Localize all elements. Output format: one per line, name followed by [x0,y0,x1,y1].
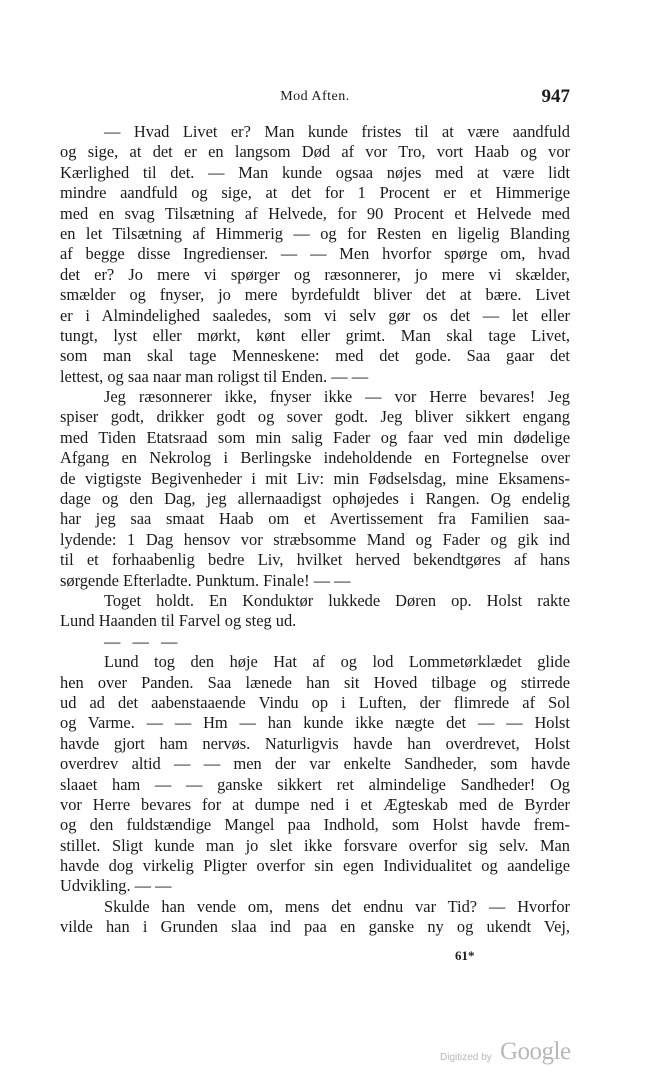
text-line: smælder og fnyser, jo mere byrdefuldt bliver det at bære. Livet [60,285,570,305]
text-line: lettest, og saa naar man roligst til Enden. — — [60,366,369,386]
watermark-caption: Digitized by [440,1052,492,1063]
text-line: Jeg ræsonnerer ikke, fnyser ikke — vor Herre bevares! Jeg [104,387,570,407]
section-separator: — — — [104,631,182,651]
text-line: med Tiden Etatsraad som min salig Fader og faar ved min dødelige [60,427,570,447]
text-line: havde dog virkelig Pligter overfor sin egen Individualitet og aandelige [60,856,570,876]
text-line: stillet. Sligt kunde man jo slet ikke forsvare overfor sig selv. Man [60,835,570,855]
page-number: 947 [541,86,570,107]
text-line: slaaet ham — — ganske sikkert ret almindelige Sandheder! Og [60,774,570,794]
text-line: hen over Panden. Saa lænede han sit Hoved tilbage og stirrede [60,672,570,692]
text-line: er i Almindelighed saaledes, som vi selv gør os det — let eller [60,305,570,325]
text-line: har jeg saa smaat Haab om et Avertissement fra Familien saa- [60,509,570,529]
text-line: med en svag Tilsætning af Helvede, for 90 Procent et Helvede med [60,203,570,223]
text-line: de vigtigste Begivenheder i mit Liv: min Fødselsdag, mine Eksamens- [60,468,570,488]
text-line: Lund tog den høje Hat af og lod Lommetørklædet glide [104,652,570,672]
text-line: Udvikling. — — [60,876,172,896]
text-line: Toget holdt. En Konduktør lukkede Døren op. Holst rakte [104,590,570,610]
text-line: — Hvad Livet er? Man kunde fristes til at være aandfuld [104,122,570,141]
text-line: lydende: 1 Dag hensov vor stræbsomme Mand og Fader og gik ind [60,529,570,549]
text-line: det er? Jo mere vi spørger og ræsonnerer, jo mere vi skælder, [60,264,570,284]
digitized-watermark [440,1038,590,1068]
text-line: tungt, lyst eller mørkt, kønt eller grimt. Man skal tage Livet, [60,325,570,345]
text-line: og sige, at det er en langsom Død af vor Tro, vort Haab og vor [60,142,570,162]
text-line: vilde han i Grunden slaa ind paa en ganske ny og ukendt Vej, [60,917,570,937]
text-line: havde gjort ham nervøs. Naturligvis havde han overdrevet, Holst [60,733,570,753]
text-line: ud ad det aabenstaaende Vindu op i Luften, der flimrede af Sol [60,692,570,712]
body-text [60,122,570,938]
running-title: Mod Aften. [280,89,350,104]
text-line: sørgende Efterladte. Punktum. Finale! — — [60,570,351,590]
text-line: vor Herre bevares for at dumpe ned i et Ægteskab med de Byrder [60,794,570,814]
text-line: spiser godt, drikker godt og sover godt. Jeg bliver sikkert engang [60,407,570,427]
text-line: til et forhaabenlig bedre Liv, hvilket herved bekendtgøres af hans [60,550,570,570]
text-line: overdrev altid — — men der var enkelte Sandheder, som havde [60,754,570,774]
text-line: Afgang en Nekrolog i Berlingske indeholdende en Fortegnelse over [60,448,570,468]
text-line: og den fuldstændige Mangel paa Indhold, som Holst havde frem- [60,815,570,835]
text-line: Kærlighed til det. — Man kunde ogsaa nøjes med at være lidt [60,162,570,182]
text-line: dage og den Dag, jeg allernaadigst ophøjedes i Rangen. Og endelig [60,489,570,509]
text-line: og Varme. — — Hm — han kunde ikke nægte det — — Holst [60,713,570,733]
text-line: mindre aandfuld og sige, at det for 1 Procent er et Himmerige [60,183,570,203]
text-line: af begge disse Ingredienser. — — Men hvorfor spørge om, hvad [60,244,570,264]
text-line: Lund Haanden til Farvel og steg ud. [60,611,297,631]
signature-mark: 61* [455,948,475,963]
text-line: som man skal tage Menneskene: med det gode. Saa gaar det [60,346,570,366]
text-line: Skulde han vende om, mens det endnu var Tid? — Hvorfor [104,896,570,916]
page-header [60,86,570,110]
text-line: en let Tilsætning af Himmerig — og for Resten en ligelig Blanding [60,223,570,243]
google-logo: Google [500,1038,571,1065]
